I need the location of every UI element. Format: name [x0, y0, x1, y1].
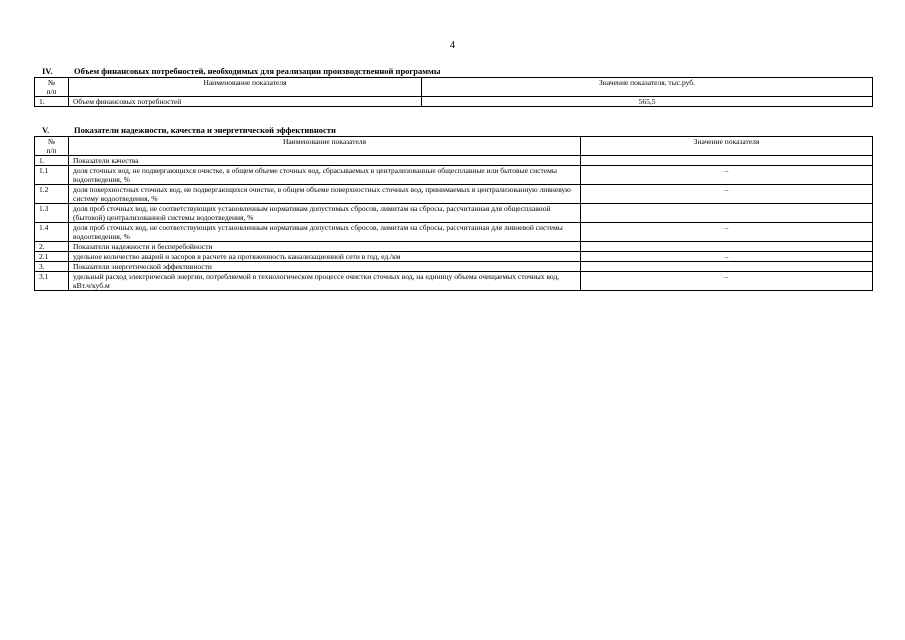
row-name: Показатели надежности и бесперебойности — [69, 242, 581, 252]
row-name: доля проб сточных вод, не соответствующих установленным нормативам допустимых сбросов, лимитам на сбросы, рассчитанная для общесплавной (бытовой) централизованной системы водоотведения, % — [69, 204, 581, 223]
table-row — [35, 272, 873, 291]
col-num-line1: № — [47, 137, 56, 146]
section-title — [34, 125, 872, 136]
indicators-table — [34, 136, 873, 291]
row-value — [581, 262, 873, 272]
row-number: 1. — [35, 97, 69, 107]
section-number: V. — [42, 125, 50, 135]
financial-needs-table — [34, 77, 873, 107]
row-number: 1.3 — [35, 204, 69, 223]
table-header-row — [35, 78, 873, 97]
row-name: удельный расход электрической энергии, потребляемой в технологическом процессе очистки сточных вод, на единицу объема очищаемых сточных вод, кВт.ч/куб.м — [69, 272, 581, 291]
row-value: – — [581, 252, 873, 262]
row-value — [581, 204, 873, 223]
column-header-name: Наименование показателя — [69, 78, 422, 97]
column-header-number — [35, 78, 69, 97]
row-number: 3.1 — [35, 272, 69, 291]
row-number: 1.2 — [35, 185, 69, 204]
row-value — [581, 242, 873, 252]
row-value: 565,5 — [422, 97, 873, 107]
row-name: Показатели качества — [69, 156, 581, 166]
row-number: 2. — [35, 242, 69, 252]
page-number: 4 — [450, 40, 455, 51]
table-row — [35, 97, 873, 107]
section-reliability-indicators — [34, 125, 872, 291]
section-title-text: Показатели надежности, качества и энергетической эффективности — [74, 125, 336, 135]
column-header-value: Значение показателя, тыс.руб. — [422, 78, 873, 97]
row-value: – — [581, 166, 873, 185]
row-number: 3. — [35, 262, 69, 272]
table-row — [35, 166, 873, 185]
table-row — [35, 185, 873, 204]
section-financial-needs — [34, 66, 872, 107]
table-header-row — [35, 137, 873, 156]
row-value: – — [581, 185, 873, 204]
column-header-number — [35, 137, 69, 156]
section-title-text: Объем финансовых потребностей, необходимых для реализации производственной программы — [74, 66, 441, 76]
row-value: – — [581, 223, 873, 242]
row-value — [581, 156, 873, 166]
table-row — [35, 156, 873, 166]
row-name: доля проб сточных вод, не соответствующих установленным нормативам допустимых сбросов, лимитам на сбросы, рассчитанная для ливневой системы водоотведения, % — [69, 223, 581, 242]
section-number: IV. — [42, 66, 53, 76]
table-row — [35, 223, 873, 242]
section-title — [34, 66, 872, 77]
row-number: 1. — [35, 156, 69, 166]
column-header-name: Наименование показателя — [69, 137, 581, 156]
row-name: доля сточных вод, не подвергающихся очистке, в общем объеме сточных вод, сбрасываемых в централизованные общесплавные или бытовые системы водоотведения, % — [69, 166, 581, 185]
table-row — [35, 262, 873, 272]
col-num-line2: п/п — [46, 87, 57, 96]
table-row — [35, 204, 873, 223]
table-row — [35, 252, 873, 262]
row-number: 1.1 — [35, 166, 69, 185]
row-number: 1.4 — [35, 223, 69, 242]
row-number: 2.1 — [35, 252, 69, 262]
column-header-value: Значение показателя — [581, 137, 873, 156]
row-name: Показатели энергетической эффективности — [69, 262, 581, 272]
row-name: удельное количество аварий и засоров в расчете на протяженность канализационной сети в год, ед./км — [69, 252, 581, 262]
row-name: доля поверхностных сточных вод, не подвергающихся очистке, в общем объеме поверхностных сточных вод, принимаемых в централизованную ливневую систему водоотведения, % — [69, 185, 581, 204]
row-value: – — [581, 272, 873, 291]
col-num-line1: № — [47, 78, 56, 87]
table-row — [35, 242, 873, 252]
col-num-line2: п/п — [46, 146, 57, 155]
row-name: Объем финансовых потребностей — [69, 97, 422, 107]
